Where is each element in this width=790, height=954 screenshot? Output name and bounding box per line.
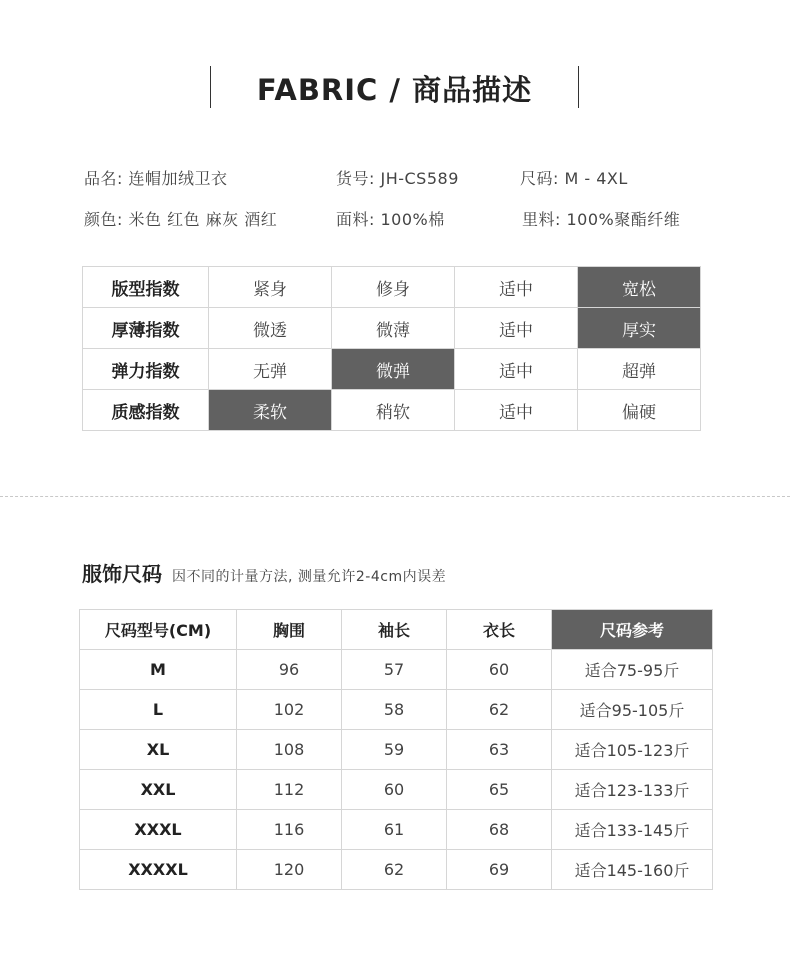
fabric-option: 修身 xyxy=(332,267,455,308)
size-table-header-cell: 尺码参考 xyxy=(552,610,713,650)
size-value-cell: 69 xyxy=(447,850,552,890)
fabric-option: 稍软 xyxy=(332,390,455,431)
size-value-cell: 适合123-133斤 xyxy=(552,770,713,810)
size-value-cell: 62 xyxy=(342,850,447,890)
fabric-option: 无弹 xyxy=(209,349,332,390)
fabric-row-label: 厚薄指数 xyxy=(83,308,209,349)
size-table-row xyxy=(80,810,713,850)
fabric-option: 适中 xyxy=(455,390,578,431)
size-value-cell: 58 xyxy=(342,690,447,730)
size-table-row xyxy=(80,730,713,770)
title-divider-left xyxy=(210,66,211,108)
fabric-table-row xyxy=(83,267,701,308)
fabric-option: 紧身 xyxy=(209,267,332,308)
size-table-row xyxy=(80,850,713,890)
product-fabric: 面料: 100%棉 xyxy=(336,210,445,229)
fabric-table-row xyxy=(83,349,701,390)
size-value-cell: 适合105-123斤 xyxy=(552,730,713,770)
size-value-cell: 60 xyxy=(342,770,447,810)
product-lining: 里料: 100%聚酯纤维 xyxy=(522,210,681,229)
fabric-option: 微薄 xyxy=(332,308,455,349)
fabric-option: 适中 xyxy=(455,308,578,349)
size-table-header-cell: 袖长 xyxy=(342,610,447,650)
size-value-cell: 96 xyxy=(237,650,342,690)
section-divider xyxy=(0,496,790,497)
size-section-heading xyxy=(82,558,446,587)
size-value-cell: 62 xyxy=(447,690,552,730)
fabric-option-selected: 柔软 xyxy=(209,390,332,431)
size-value-cell: 适合133-145斤 xyxy=(552,810,713,850)
size-value-cell: 61 xyxy=(342,810,447,850)
size-table-header-row xyxy=(80,610,713,650)
size-label-cell: XXXL xyxy=(80,810,237,850)
size-value-cell: 59 xyxy=(342,730,447,770)
size-section-note: 因不同的计量方法, 测量允许2-4cm内误差 xyxy=(172,569,447,585)
size-value-cell: 112 xyxy=(237,770,342,810)
size-value-cell: 116 xyxy=(237,810,342,850)
product-colors: 颜色: 米色 红色 麻灰 酒红 xyxy=(84,210,278,229)
size-label-cell: M xyxy=(80,650,237,690)
fabric-table-row xyxy=(83,308,701,349)
size-value-cell: 120 xyxy=(237,850,342,890)
size-value-cell: 65 xyxy=(447,770,552,810)
fabric-option: 偏硬 xyxy=(578,390,701,431)
fabric-option: 适中 xyxy=(455,267,578,308)
size-label-cell: XL xyxy=(80,730,237,770)
size-value-cell: 适合95-105斤 xyxy=(552,690,713,730)
fabric-row-label: 质感指数 xyxy=(83,390,209,431)
fabric-row-label: 版型指数 xyxy=(83,267,209,308)
size-table-row xyxy=(80,650,713,690)
size-table-row xyxy=(80,690,713,730)
size-value-cell: 68 xyxy=(447,810,552,850)
size-value-cell: 102 xyxy=(237,690,342,730)
product-sku: 货号: JH-CS589 xyxy=(336,169,459,188)
size-value-cell: 适合145-160斤 xyxy=(552,850,713,890)
size-label-cell: L xyxy=(80,690,237,730)
fabric-row-label: 弹力指数 xyxy=(83,349,209,390)
size-value-cell: 63 xyxy=(447,730,552,770)
section-title xyxy=(0,66,790,108)
fabric-option: 适中 xyxy=(455,349,578,390)
size-table-row xyxy=(80,770,713,810)
size-table-header-cell: 胸围 xyxy=(237,610,342,650)
fabric-table-row xyxy=(83,390,701,431)
size-value-cell: 108 xyxy=(237,730,342,770)
product-size-range: 尺码: M - 4XL xyxy=(520,169,628,188)
size-chart-table xyxy=(79,609,713,890)
fabric-option: 超弹 xyxy=(578,349,701,390)
fabric-option-selected: 宽松 xyxy=(578,267,701,308)
fabric-option-selected: 微弹 xyxy=(332,349,455,390)
size-section-title: 服饰尺码 xyxy=(82,562,162,586)
size-value-cell: 60 xyxy=(447,650,552,690)
size-label-cell: XXL xyxy=(80,770,237,810)
fabric-index-table xyxy=(82,266,701,431)
title-divider-right xyxy=(578,66,579,108)
size-value-cell: 适合75-95斤 xyxy=(552,650,713,690)
size-value-cell: 57 xyxy=(342,650,447,690)
size-table-header-cell: 衣长 xyxy=(447,610,552,650)
page-title: FABRIC / 商品描述 xyxy=(256,73,533,107)
fabric-option-selected: 厚实 xyxy=(578,308,701,349)
product-name: 品名: 连帽加绒卫衣 xyxy=(84,169,228,188)
size-label-cell: XXXXL xyxy=(80,850,237,890)
fabric-option: 微透 xyxy=(209,308,332,349)
size-table-header-cell: 尺码型号(CM) xyxy=(80,610,237,650)
